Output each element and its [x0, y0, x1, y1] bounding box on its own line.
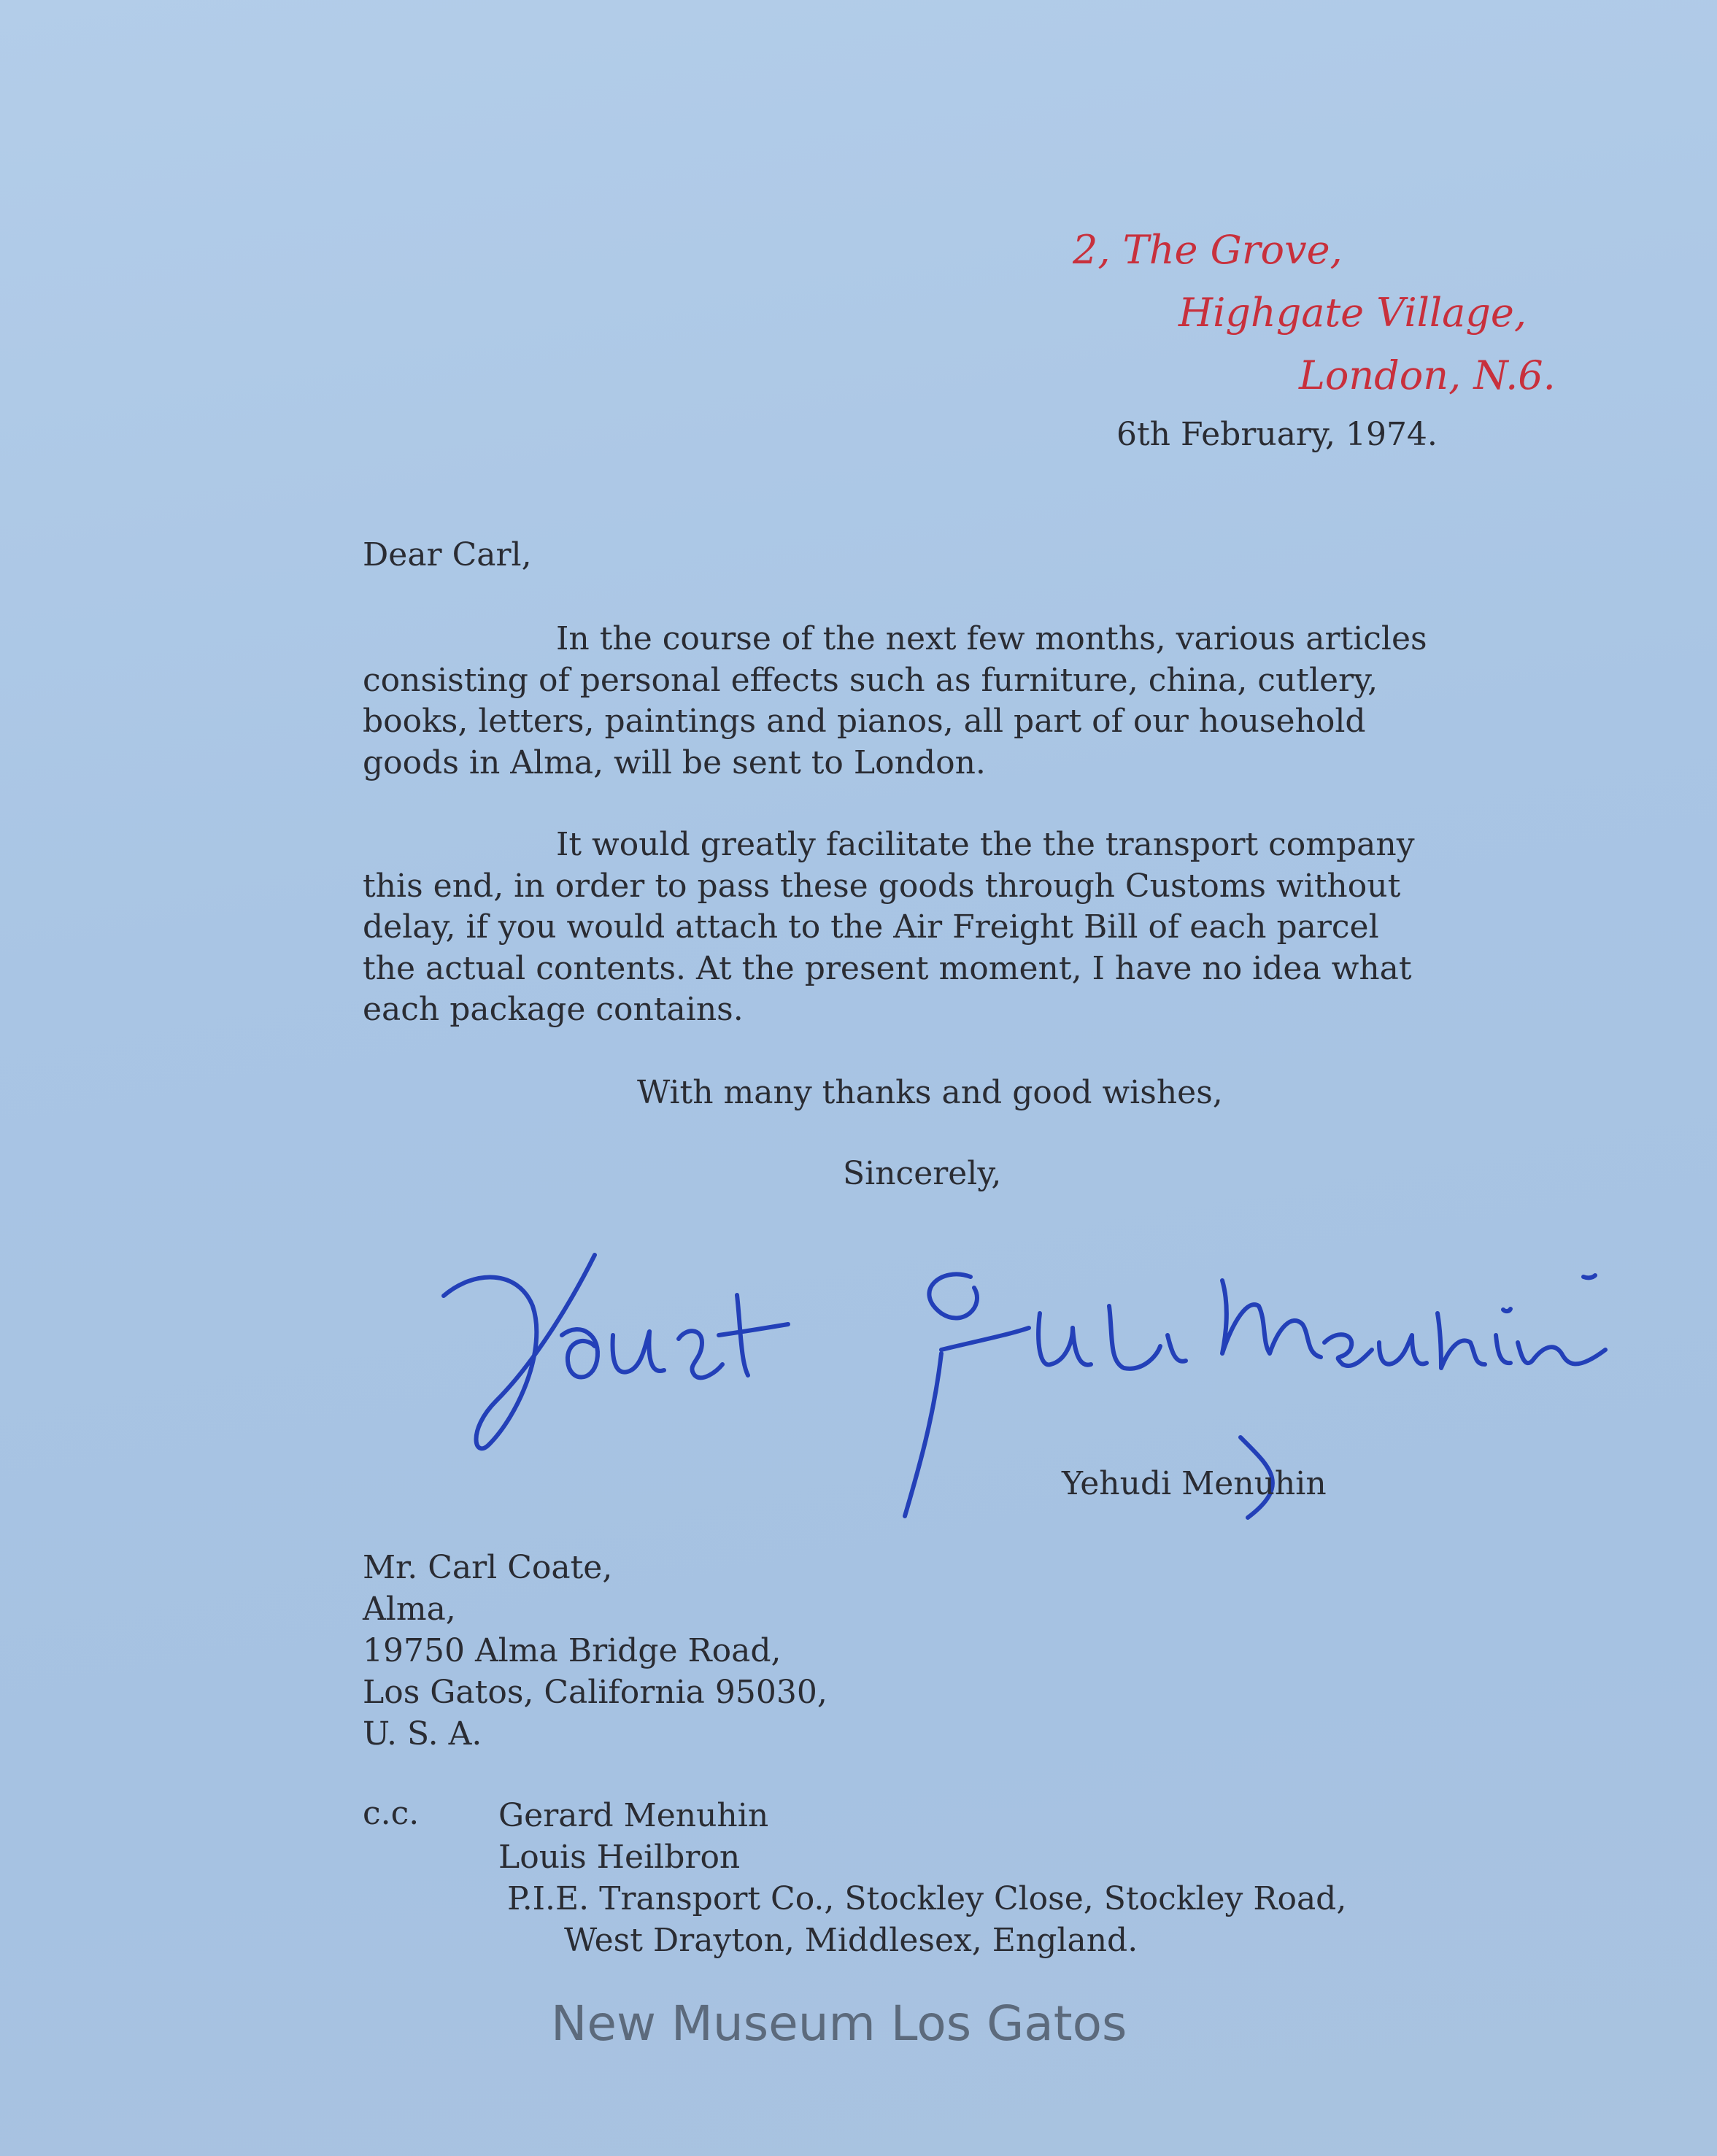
cc-entry: West Drayton, Middlesex, England.	[564, 1922, 1138, 1959]
letter-date: 6th February, 1974.	[1116, 416, 1438, 453]
letterhead-line-2: Highgate Village,	[1178, 290, 1527, 336]
cc-entry: Gerard Menuhin	[498, 1797, 769, 1834]
body-paragraph-2	[363, 824, 1589, 1031]
closing-line: With many thanks and good wishes,	[637, 1074, 1223, 1111]
paragraph-2-line: delay, if you would attach to the Air Freight Bill of each parcel	[363, 908, 1379, 946]
paragraph-1-line: books, letters, paintings and pianos, all part of our household	[363, 703, 1366, 740]
paragraph-1-line: In the course of the next few months, various articles	[556, 620, 1427, 657]
recipient-name: Mr. Carl Coate,	[363, 1549, 613, 1586]
signer-name: Yehudi Menuhin	[1062, 1465, 1327, 1502]
paragraph-2-line: each package contains.	[363, 991, 744, 1028]
paragraph-1-line: consisting of personal effects such as furniture, china, cutlery,	[363, 661, 1378, 699]
body-paragraph-1	[363, 619, 1589, 784]
museum-watermark: New Museum Los Gatos	[551, 1995, 1127, 2052]
cc-entry: P.I.E. Transport Co., Stockley Close, Stockley Road,	[507, 1880, 1347, 1917]
letterhead-line-1: 2, The Grove,	[1073, 227, 1343, 273]
recipient-address	[363, 1547, 827, 1755]
letterhead-address	[992, 219, 1649, 407]
paragraph-2-line: It would greatly facilitate the the transport company	[556, 826, 1415, 863]
cc-label: c.c.	[363, 1795, 420, 1832]
recipient-line-4: U. S. A.	[363, 1715, 482, 1753]
cc-list	[498, 1795, 1346, 1961]
paragraph-2-line: this end, in order to pass these goods through Customs without	[363, 867, 1401, 905]
sign-off: Sincerely,	[843, 1155, 1002, 1192]
recipient-line-1: Alma,	[363, 1591, 456, 1628]
handwritten-signature	[431, 1226, 1635, 1539]
recipient-line-3: Los Gatos, California 95030,	[363, 1674, 827, 1711]
salutation: Dear Carl,	[363, 536, 532, 573]
paragraph-2-line: the actual contents. At the present moment, I have no idea what	[363, 949, 1412, 987]
letterhead-line-3: London, N.6.	[1299, 352, 1556, 398]
cc-entry: Louis Heilbron	[498, 1839, 741, 1876]
recipient-line-2: 19750 Alma Bridge Road,	[363, 1632, 782, 1669]
paragraph-1-line: goods in Alma, will be sent to London.	[363, 743, 986, 781]
